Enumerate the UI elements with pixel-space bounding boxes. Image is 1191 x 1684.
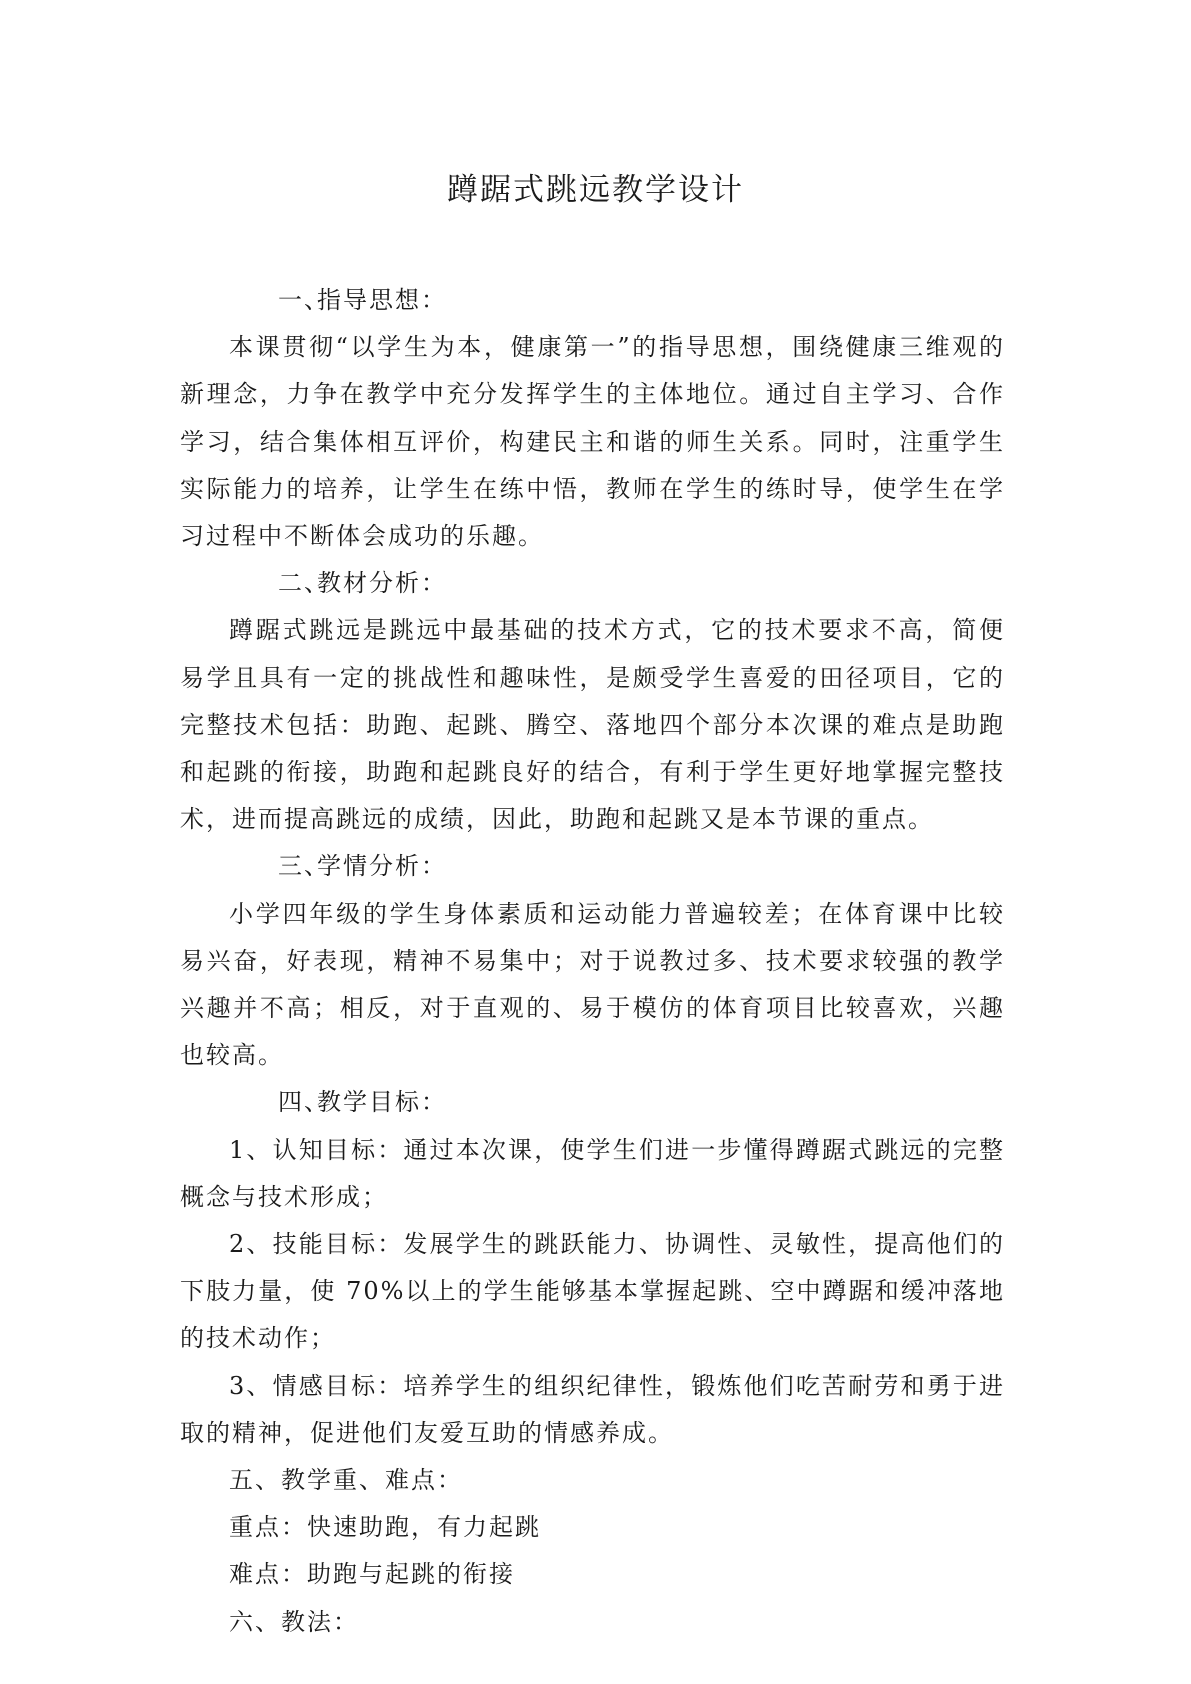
section-heading-teaching-goals (180, 1079, 1005, 1126)
paragraph-student-analysis: 小学四年级的学生身体素质和运动能力普遍较差；在体育课中比较易兴奋，好表现，精神不易集中；对于说教过多、技术要求较强的教学兴趣并不高；相反，对于直观的、易于模仿的体育项目比较喜欢，兴趣也较高。 (180, 899, 1005, 1070)
section-title: 学情分析： (317, 852, 447, 881)
section-title: 指导思想： (317, 286, 447, 314)
section-heading-teaching-method: 六、教法： (229, 1607, 359, 1636)
paragraph-guiding-idea: 本课贯彻“以学生为本，健康第一”的指导思想，围绕健康三维观的新理念，力争在教学中充分发挥学生的主体地位。通过自主学习、合作学习，结合集体相互评价，构建民主和谐的师生关系。同时，注重学生实际能力的培养，让学生在练中悟，教师在学生的练时导，使学生在学习过程中不断体会成功的乐趣。 (180, 333, 1005, 551)
section-heading-guiding-idea (180, 277, 1005, 324)
section-number: 二、 (278, 569, 330, 598)
section-heading-student-analysis (180, 843, 1005, 890)
goal-cognitive: 1、认知目标：通过本次课，使学生们进一步懂得蹲踞式跳远的完整概念与技术形成； (180, 1135, 1005, 1211)
section-title: 教学目标： (317, 1088, 447, 1117)
page-title: 蹲踞式跳远教学设计 (447, 172, 744, 208)
goal-emotional: 3、情感目标：培养学生的组织纪律性，锻炼他们吃苦耐劳和勇于进取的精神，促进他们友爱互助的情感养成。 (180, 1371, 1005, 1447)
document-body (180, 277, 1005, 1646)
section-heading-material-analysis (180, 560, 1005, 607)
section-number: 四、 (278, 1088, 330, 1117)
section-number: 一、 (278, 286, 330, 314)
key-point: 重点：快速助跑，有力起跳 (229, 1513, 541, 1542)
paragraph-material-analysis: 蹲踞式跳远是跳远中最基础的技术方式，它的技术要求不高，简便易学且具有一定的挑战性和趣味性，是颇受学生喜爱的田径项目，它的完整技术包括：助跑、起跳、腾空、落地四个部分本次课的难点是助跑和起跳的衔接，助跑和起跳良好的结合，有利于学生更好地掌握完整技术，进而提高跳远的成绩，因此，助跑和起跳又是本节课的重点。 (180, 616, 1005, 834)
section-title: 教材分析： (317, 569, 447, 598)
section-heading-key-points: 五、教学重、难点： (229, 1466, 463, 1495)
difficulty-point: 难点：助跑与起跳的衔接 (229, 1560, 515, 1589)
section-number: 三、 (278, 852, 330, 881)
goal-skill: 2、技能目标：发展学生的跳跃能力、协调性、灵敏性，提高他们的下肢力量，使 70%以上的学生能够基本掌握起跳、空中蹲踞和缓冲落地的技术动作； (180, 1230, 1005, 1353)
